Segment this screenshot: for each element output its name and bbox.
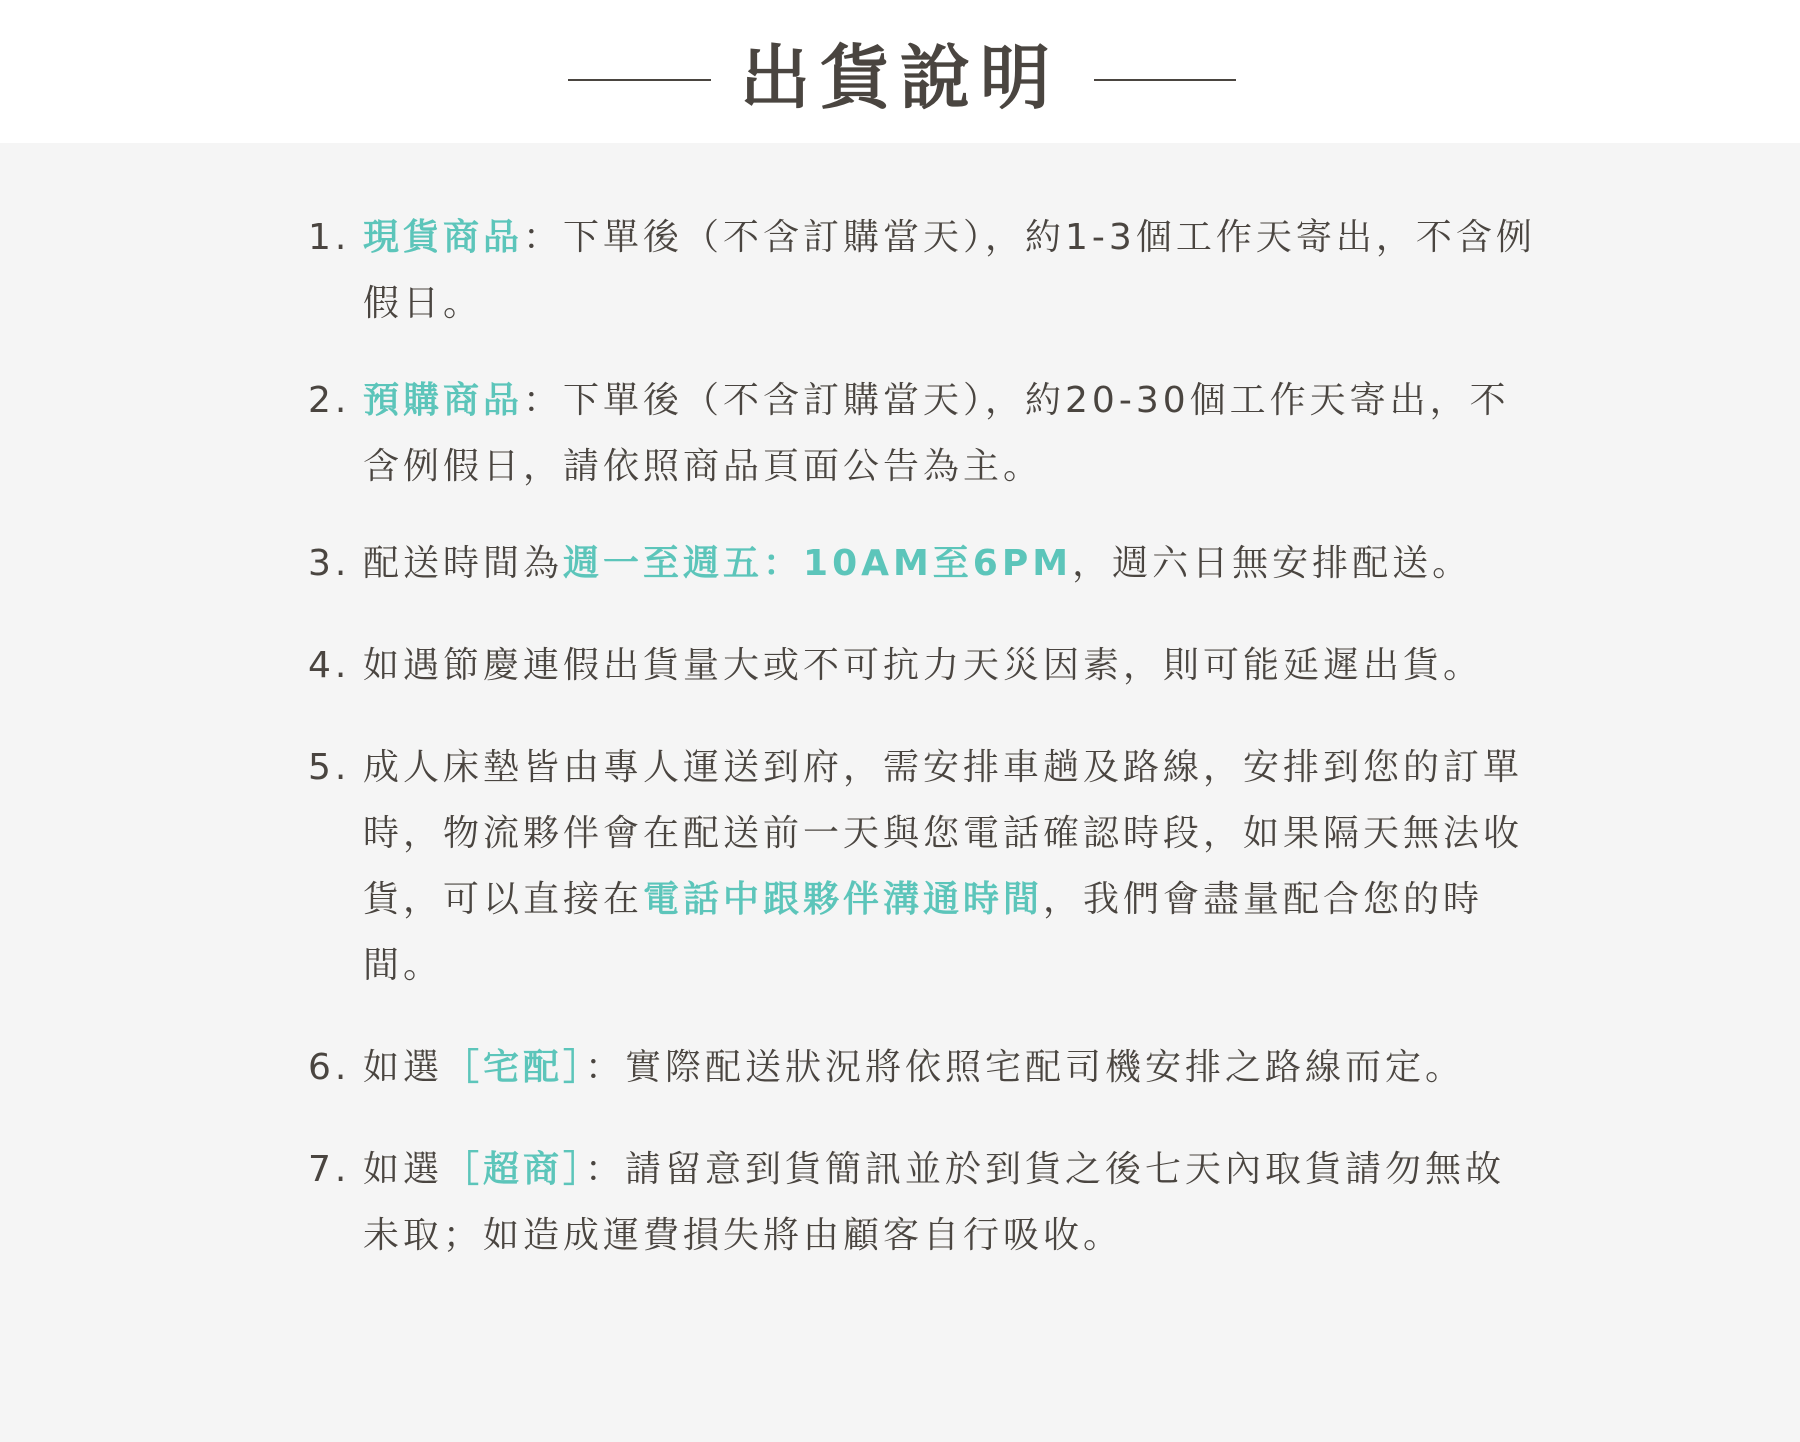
page-title: 出貨說明	[740, 37, 1060, 119]
item-body-post: ：請留意到貨簡訊並於到貨之後七天內取貨請勿無故未取；如造成運費損失將由顧客自行吸收。	[363, 1149, 1506, 1256]
page-header	[0, 0, 1800, 143]
item-body-pre: 如選	[363, 1047, 444, 1088]
item-body-post: ：實際配送狀況將依照宅配司機安排之路線而定。	[585, 1047, 1466, 1088]
item-number: 5.	[308, 747, 351, 788]
item-label-preorder: 預購商品	[363, 380, 524, 421]
item-number: 7.	[308, 1149, 351, 1190]
title-divider-right	[1094, 79, 1236, 81]
item-text	[363, 1035, 1538, 1101]
list-item	[308, 1035, 1538, 1101]
item-number: 6.	[308, 1047, 351, 1088]
item-body-post: ，週六日無安排配送。	[1072, 543, 1473, 584]
convenience-store-highlight: ［超商］	[443, 1149, 586, 1190]
shipping-notes-list	[308, 205, 1538, 1269]
item-text	[363, 531, 1538, 597]
list-item	[308, 531, 1538, 597]
item-body: ：下單後（不含訂購當天），約20-30個工作天寄出，不含例假日，請依照商品頁面公告為主。	[363, 380, 1510, 487]
item-text	[363, 633, 1538, 699]
item-number: 1.	[308, 217, 351, 258]
item-body: ：下單後（不含訂購當天），約1-3個工作天寄出，不含例假日。	[363, 217, 1536, 324]
list-item	[308, 368, 1538, 500]
item-number: 4.	[308, 645, 351, 686]
list-item	[308, 633, 1538, 699]
item-body-pre: 配送時間為	[363, 543, 564, 584]
item-number: 3.	[308, 543, 351, 584]
item-text	[363, 368, 1538, 500]
item-number: 2.	[308, 380, 351, 421]
home-delivery-highlight: ［宅配］	[443, 1047, 586, 1088]
item-text	[363, 1137, 1538, 1269]
content-panel	[0, 143, 1800, 1442]
item-body-post: ，我們會盡量配合您的時間。	[363, 879, 1484, 986]
delivery-hours-highlight: 週一至週五：10AM至6PM	[563, 543, 1073, 584]
phone-coordination-highlight: 電話中跟夥伴溝通時間	[643, 879, 1044, 920]
item-body: 如遇節慶連假出貨量大或不可抗力天災因素，則可能延遲出貨。	[363, 645, 1484, 686]
item-label-in-stock: 現貨商品	[363, 217, 524, 258]
list-item	[308, 735, 1538, 999]
item-body-pre: 成人床墊皆由專人運送到府，需安排車趟及路線，安排到您的訂單時，物流夥伴會在配送前一天與您電話確認時段，如果隔天無法收貨，可以直接在	[363, 747, 1524, 920]
item-text	[363, 205, 1538, 337]
item-body-pre: 如選	[363, 1149, 444, 1190]
list-item	[308, 205, 1538, 337]
item-text	[363, 735, 1538, 999]
list-item	[308, 1137, 1538, 1269]
